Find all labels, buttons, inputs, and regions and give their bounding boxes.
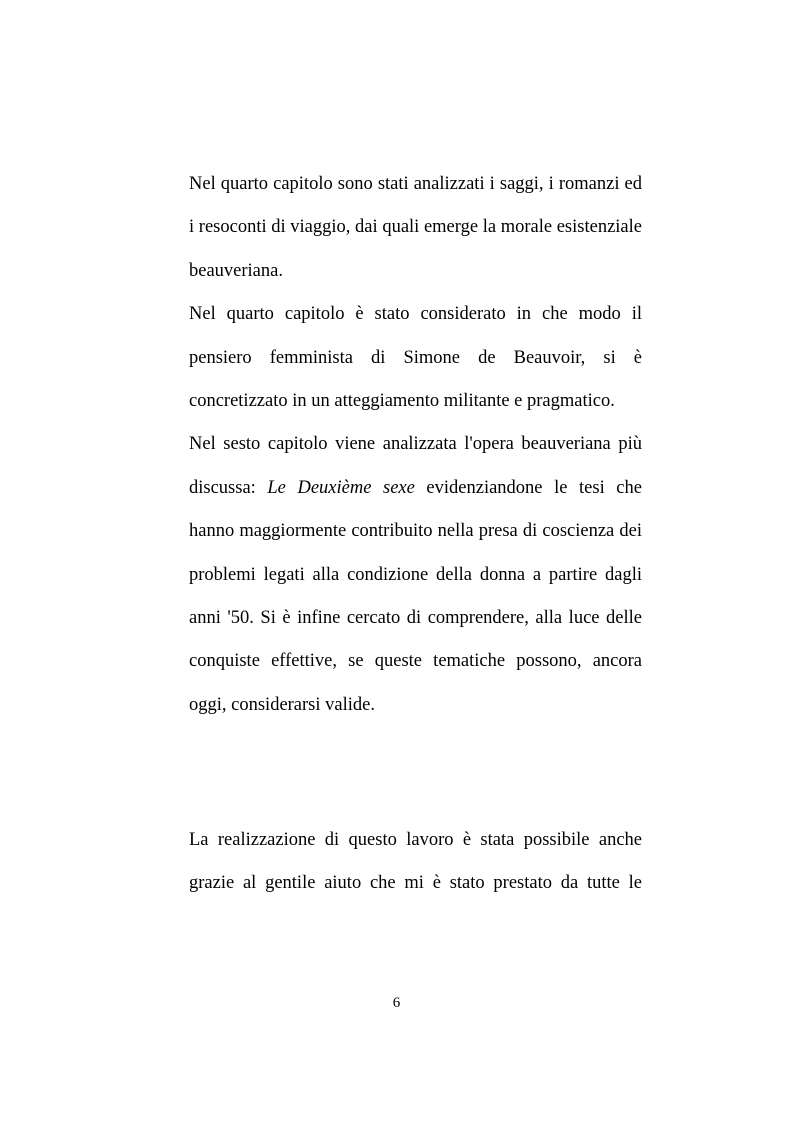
paragraph-chapter-six-rest: evidenziandone le tesi che hanno maggiormente contribuito nella presa di coscienza dei problemi legati alla condizione della donna a partire dagli anni '50. Si è infine cercato di comprendere, alla luce delle conquiste effettive, se queste tematiche possono, ancora oggi, considerarsi valide. <box>189 477 642 715</box>
paragraph-chapter-four-essays: Nel quarto capitolo sono stati analizzati i saggi, i romanzi ed i resoconti di viaggio, dai quali emerge la morale esistenziale beauveriana. <box>189 174 642 281</box>
body-text-upper <box>189 163 642 727</box>
page-number: 6 <box>392 995 401 1011</box>
paragraph-chapter-four-feminism: Nel quarto capitolo è stato considerato in che modo il pensiero femminista di Simone de Beauvoir, si è concretizzato in un atteggiamento militante e pragmatico. <box>189 304 642 412</box>
body-text-lower <box>189 819 642 906</box>
paragraph-acknowledgements: La realizzazione di questo lavoro è stata possibile anche grazie al gentile aiuto che mi è stato prestato da tutte le <box>189 830 642 894</box>
paragraph-chapter-six-intro: Nel sesto capitolo viene analizzata l'opera beauveriana più discussa: <box>189 434 642 498</box>
paragraph-chapter-six <box>189 423 642 727</box>
book-title-italic: Le Deuxième sexe <box>267 477 415 498</box>
